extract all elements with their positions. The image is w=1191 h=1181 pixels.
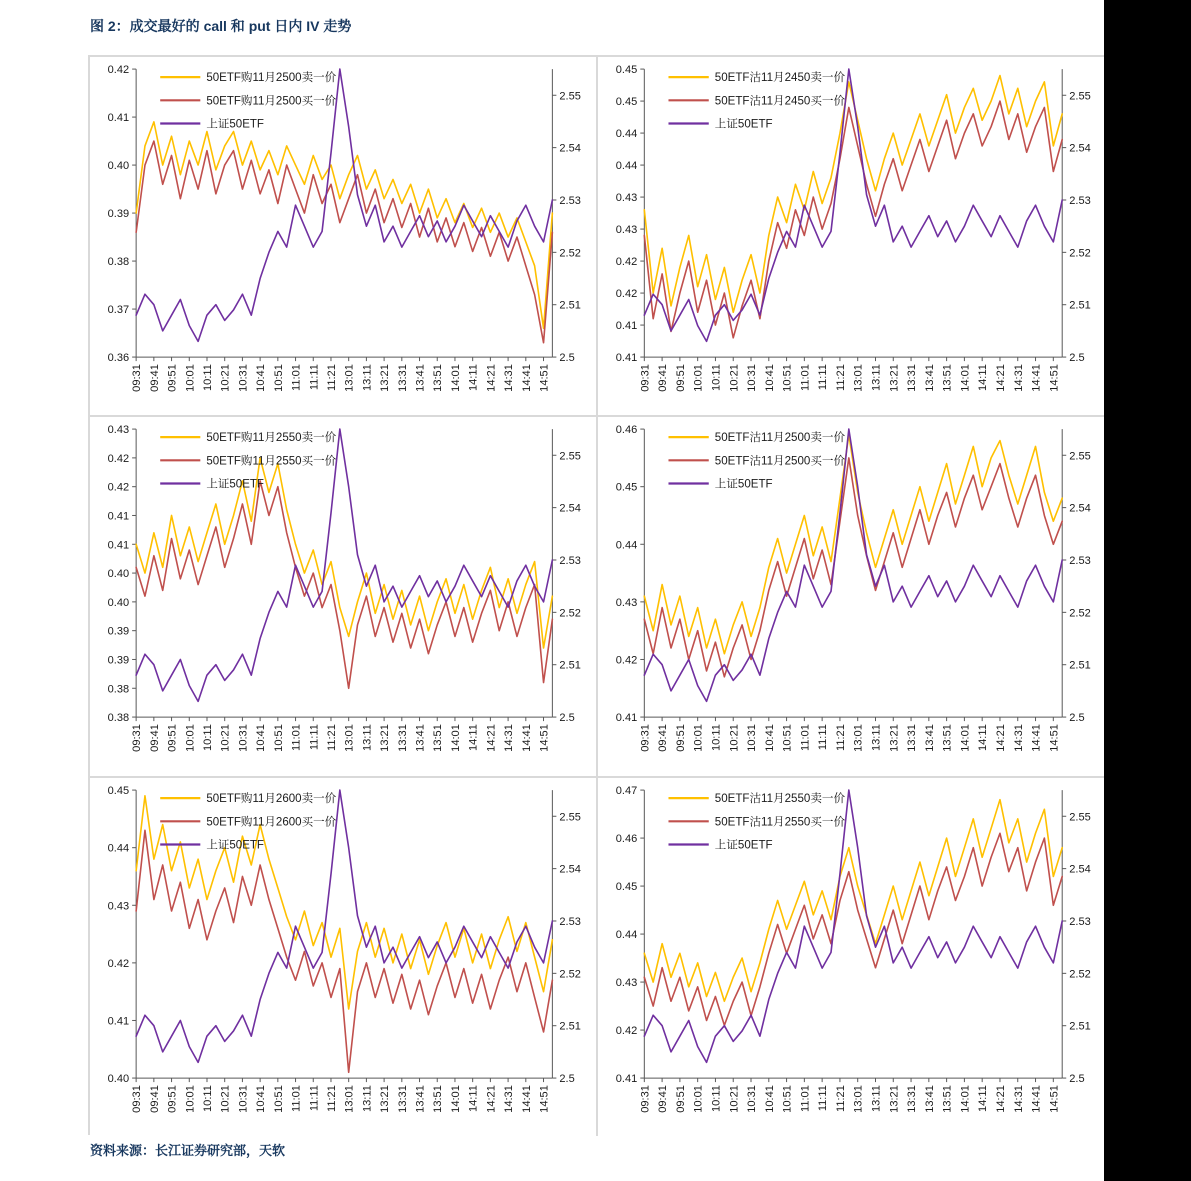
x-axis-label: 14:01 bbox=[958, 1085, 971, 1113]
chart-middle-right bbox=[598, 417, 1106, 775]
x-axis-label: 09:41 bbox=[148, 1085, 161, 1113]
x-axis-label: 09:41 bbox=[148, 724, 161, 753]
y-axis-left-label: 0.42 bbox=[107, 957, 130, 970]
y-axis-right-label: 2.55 bbox=[559, 90, 581, 103]
x-axis-label: 14:51 bbox=[1047, 1085, 1060, 1113]
x-axis-label: 10:41 bbox=[763, 1085, 776, 1113]
chart-middle-left bbox=[90, 417, 596, 775]
x-axis-label: 11:21 bbox=[834, 724, 847, 752]
legend-entry: 上证50ETF bbox=[714, 118, 773, 131]
y-axis-left-label: 0.42 bbox=[107, 453, 130, 466]
x-axis-label: 10:41 bbox=[763, 724, 776, 753]
y-axis-right-label: 2.52 bbox=[559, 968, 581, 981]
chart-cell-middle-left bbox=[90, 417, 598, 777]
series-line-etf bbox=[644, 69, 1062, 341]
x-axis-label: 09:51 bbox=[166, 1085, 179, 1113]
x-axis-label: 11:11 bbox=[816, 724, 829, 751]
y-axis-left-label: 0.42 bbox=[107, 64, 130, 77]
x-axis-label: 14:01 bbox=[449, 364, 462, 392]
series-line-etf bbox=[644, 790, 1062, 1062]
x-axis-label: 14:11 bbox=[976, 724, 989, 752]
x-axis-label: 13:11 bbox=[870, 1085, 883, 1112]
x-axis-label: 13:41 bbox=[923, 364, 936, 392]
x-axis-label: 10:11 bbox=[202, 1085, 214, 1112]
y-axis-left-label: 0.40 bbox=[107, 568, 130, 581]
legend-entry: 上证50ETF bbox=[206, 478, 264, 491]
x-axis-label: 14:11 bbox=[976, 1085, 989, 1112]
y-axis-left-label: 0.46 bbox=[615, 833, 637, 846]
x-axis-label: 13:31 bbox=[905, 724, 918, 753]
y-axis-left-label: 0.44 bbox=[615, 929, 637, 942]
x-axis-label: 11:11 bbox=[308, 1085, 321, 1112]
x-axis-label: 13:31 bbox=[396, 1085, 409, 1113]
x-axis-label: 11:01 bbox=[798, 724, 811, 752]
x-axis-label: 14:51 bbox=[538, 364, 551, 392]
x-axis-label: 14:01 bbox=[449, 1085, 462, 1113]
x-axis-label: 13:21 bbox=[887, 1085, 900, 1113]
y-axis-right-label: 2.53 bbox=[1068, 915, 1091, 928]
y-axis-right-label: 2.51 bbox=[559, 299, 581, 312]
series-line-ask bbox=[136, 122, 552, 328]
y-axis-right-label: 2.54 bbox=[1068, 503, 1091, 516]
x-axis-label: 10:21 bbox=[219, 364, 232, 392]
x-axis-label: 10:31 bbox=[745, 1085, 758, 1113]
x-axis-label: 09:41 bbox=[148, 364, 161, 392]
x-axis-label: 09:31 bbox=[638, 364, 651, 392]
x-axis-label: 09:31 bbox=[638, 1085, 651, 1113]
x-axis-label: 10:21 bbox=[727, 364, 740, 392]
y-axis-left-label: 0.41 bbox=[615, 320, 637, 333]
legend-entry: 50ETF沽11月2500卖一价 bbox=[714, 432, 845, 445]
series-line-bid bbox=[136, 141, 552, 343]
x-axis-label: 10:21 bbox=[219, 724, 232, 753]
y-axis-right-label: 2.55 bbox=[559, 450, 581, 463]
x-axis-label: 14:51 bbox=[1047, 364, 1060, 392]
x-axis-label: 14:51 bbox=[538, 1085, 551, 1113]
legend-entry: 50ETF购11月2500卖一价 bbox=[206, 72, 337, 85]
y-axis-left-label: 0.42 bbox=[615, 256, 637, 269]
x-axis-label: 13:01 bbox=[852, 364, 865, 392]
y-axis-left-label: 0.42 bbox=[615, 1025, 637, 1038]
x-axis-label: 13:21 bbox=[887, 364, 900, 392]
y-axis-right-label: 2.53 bbox=[1068, 195, 1091, 208]
x-axis-label: 14:21 bbox=[994, 724, 1007, 753]
x-axis-label: 10:21 bbox=[727, 1085, 740, 1113]
y-axis-right-label: 2.54 bbox=[1068, 863, 1091, 876]
x-axis-label: 14:01 bbox=[449, 724, 462, 753]
y-axis-left-label: 0.41 bbox=[615, 1073, 637, 1086]
x-axis-label: 09:51 bbox=[674, 364, 687, 392]
y-axis-right-label: 2.53 bbox=[1068, 555, 1091, 568]
x-axis-label: 13:31 bbox=[905, 364, 918, 392]
x-axis-label: 13:21 bbox=[379, 364, 392, 392]
x-axis-label: 13:41 bbox=[923, 1085, 936, 1113]
x-axis-label: 11:01 bbox=[290, 364, 303, 391]
x-axis-label: 14:41 bbox=[1030, 364, 1043, 392]
x-axis-label: 14:11 bbox=[467, 724, 480, 752]
y-axis-right-label: 2.54 bbox=[559, 863, 581, 876]
legend-entry: 50ETF沽11月2550买一价 bbox=[714, 816, 845, 829]
y-axis-left-label: 0.41 bbox=[107, 539, 130, 552]
x-axis-label: 13:11 bbox=[361, 724, 374, 752]
x-axis-label: 13:51 bbox=[941, 364, 954, 392]
legend-entry: 50ETF购11月2600卖一价 bbox=[206, 793, 337, 806]
legend-entry: 上证50ETF bbox=[714, 839, 773, 852]
x-axis-label: 13:31 bbox=[905, 1085, 918, 1113]
y-axis-right-label: 2.5 bbox=[1068, 712, 1085, 725]
x-axis-label: 13:11 bbox=[870, 364, 883, 391]
x-axis-label: 10:21 bbox=[219, 1085, 232, 1113]
x-axis-label: 10:51 bbox=[272, 1085, 285, 1113]
x-axis-label: 13:41 bbox=[414, 1085, 427, 1113]
y-axis-left-label: 0.43 bbox=[615, 224, 637, 237]
y-axis-right-label: 2.51 bbox=[1068, 299, 1091, 312]
x-axis-label: 10:51 bbox=[781, 364, 794, 392]
x-axis-label: 09:51 bbox=[674, 724, 687, 753]
y-axis-right-label: 2.55 bbox=[1068, 90, 1091, 103]
x-axis-label: 10:51 bbox=[781, 724, 794, 753]
x-axis-label: 10:01 bbox=[692, 724, 705, 753]
x-axis-label: 10:11 bbox=[709, 364, 722, 391]
y-axis-left-label: 0.41 bbox=[107, 112, 130, 125]
y-axis-right-label: 2.55 bbox=[1068, 450, 1091, 463]
x-axis-label: 10:31 bbox=[237, 724, 250, 753]
legend-entry: 50ETF沽11月2450买一价 bbox=[714, 95, 845, 108]
chart-cell-bottom-right bbox=[598, 778, 1106, 1136]
figure-title: 图 2：成交最好的 call 和 put 日内 IV 走势 bbox=[90, 18, 352, 34]
x-axis-label: 10:31 bbox=[745, 724, 758, 753]
x-axis-label: 11:21 bbox=[834, 1085, 847, 1112]
x-axis-label: 13:51 bbox=[432, 724, 445, 753]
x-axis-label: 09:31 bbox=[131, 364, 144, 392]
x-axis-label: 10:01 bbox=[184, 724, 197, 753]
x-axis-label: 14:21 bbox=[485, 364, 498, 392]
x-axis-label: 10:41 bbox=[255, 364, 268, 392]
x-axis-label: 11:21 bbox=[326, 724, 338, 752]
chart-top-right bbox=[598, 57, 1106, 415]
y-axis-left-label: 0.38 bbox=[107, 683, 130, 696]
y-axis-left-label: 0.41 bbox=[107, 510, 130, 523]
x-axis-label: 11:11 bbox=[308, 364, 321, 391]
chart-bottom-left bbox=[90, 778, 596, 1136]
y-axis-right-label: 2.51 bbox=[559, 660, 581, 673]
legend-entry: 50ETF沽11月2500买一价 bbox=[714, 455, 845, 468]
legend-entry: 50ETF购11月2550卖一价 bbox=[206, 432, 337, 445]
x-axis-label: 13:51 bbox=[432, 364, 445, 392]
y-axis-right-label: 2.51 bbox=[1068, 1020, 1091, 1033]
y-axis-left-label: 0.40 bbox=[107, 1073, 130, 1086]
y-axis-left-label: 0.45 bbox=[615, 881, 637, 894]
x-axis-label: 10:01 bbox=[184, 1085, 197, 1113]
y-axis-left-label: 0.43 bbox=[615, 597, 637, 610]
x-axis-label: 10:01 bbox=[692, 1085, 705, 1113]
x-axis-label: 14:21 bbox=[994, 364, 1007, 392]
y-axis-left-label: 0.43 bbox=[107, 900, 130, 913]
y-axis-right-label: 2.5 bbox=[1068, 352, 1085, 365]
y-axis-right-label: 2.54 bbox=[559, 142, 581, 155]
y-axis-left-label: 0.44 bbox=[615, 539, 637, 552]
x-axis-label: 14:41 bbox=[1030, 1085, 1043, 1113]
x-axis-label: 10:51 bbox=[781, 1085, 794, 1113]
y-axis-right-label: 2.52 bbox=[1068, 968, 1091, 981]
x-axis-label: 14:11 bbox=[467, 364, 480, 391]
x-axis-label: 11:11 bbox=[308, 724, 321, 751]
x-axis-label: 13:11 bbox=[361, 1085, 374, 1112]
y-axis-left-label: 0.41 bbox=[107, 1015, 130, 1028]
x-axis-label: 13:41 bbox=[414, 364, 427, 392]
y-axis-right-label: 2.53 bbox=[559, 555, 581, 568]
x-axis-label: 13:11 bbox=[870, 724, 883, 752]
x-axis-label: 13:01 bbox=[343, 364, 356, 392]
x-axis-label: 14:01 bbox=[958, 364, 971, 392]
y-axis-right-label: 2.53 bbox=[559, 915, 581, 928]
x-axis-label: 14:41 bbox=[520, 1085, 533, 1113]
series-line-etf bbox=[136, 69, 552, 341]
chart-cell-top-right bbox=[598, 57, 1106, 417]
legend-entry: 50ETF购11月2500买一价 bbox=[206, 95, 337, 108]
y-axis-right-label: 2.52 bbox=[1068, 247, 1091, 260]
y-axis-right-label: 2.55 bbox=[1068, 811, 1091, 824]
x-axis-label: 10:51 bbox=[272, 364, 285, 392]
x-axis-label: 13:21 bbox=[379, 724, 392, 753]
x-axis-label: 09:31 bbox=[638, 724, 651, 753]
series-line-bid bbox=[136, 830, 552, 1072]
y-axis-left-label: 0.40 bbox=[107, 160, 130, 173]
x-axis-label: 14:21 bbox=[994, 1085, 1007, 1113]
y-axis-left-label: 0.47 bbox=[615, 785, 637, 798]
x-axis-label: 09:51 bbox=[166, 724, 179, 753]
y-axis-left-label: 0.38 bbox=[107, 256, 130, 269]
legend-entry: 50ETF沽11月2450卖一价 bbox=[714, 72, 845, 85]
y-axis-left-label: 0.45 bbox=[615, 64, 637, 77]
x-axis-label: 13:51 bbox=[941, 724, 954, 753]
y-axis-left-label: 0.38 bbox=[107, 712, 130, 725]
y-axis-right-label: 2.52 bbox=[559, 607, 581, 620]
y-axis-left-label: 0.41 bbox=[615, 352, 637, 365]
y-axis-left-label: 0.43 bbox=[615, 977, 637, 990]
x-axis-label: 11:21 bbox=[326, 364, 338, 391]
y-axis-left-label: 0.44 bbox=[107, 842, 130, 855]
x-axis-label: 13:31 bbox=[396, 364, 409, 392]
y-axis-left-label: 0.43 bbox=[107, 424, 130, 437]
y-axis-left-label: 0.41 bbox=[615, 712, 637, 725]
x-axis-label: 09:41 bbox=[656, 364, 669, 392]
x-axis-label: 10:11 bbox=[709, 724, 722, 752]
x-axis-label: 13:51 bbox=[941, 1085, 954, 1113]
legend-entry: 上证50ETF bbox=[714, 478, 773, 491]
x-axis-label: 13:21 bbox=[887, 724, 900, 753]
x-axis-label: 14:01 bbox=[958, 724, 971, 753]
x-axis-label: 14:41 bbox=[520, 364, 533, 392]
x-axis-label: 11:01 bbox=[290, 1085, 303, 1112]
y-axis-right-label: 2.54 bbox=[1068, 142, 1091, 155]
x-axis-label: 10:31 bbox=[237, 1085, 250, 1113]
x-axis-label: 10:51 bbox=[272, 724, 285, 753]
legend-entry: 50ETF沽11月2550卖一价 bbox=[714, 793, 845, 806]
x-axis-label: 09:31 bbox=[131, 1085, 144, 1113]
x-axis-label: 14:51 bbox=[538, 724, 551, 753]
y-axis-left-label: 0.42 bbox=[107, 482, 130, 495]
x-axis-label: 10:01 bbox=[184, 364, 197, 392]
chart-cell-middle-right bbox=[598, 417, 1106, 777]
x-axis-label: 11:21 bbox=[326, 1085, 338, 1112]
x-axis-label: 13:01 bbox=[343, 1085, 356, 1113]
chart-top-left bbox=[90, 57, 596, 415]
y-axis-right-label: 2.51 bbox=[1068, 660, 1091, 673]
y-axis-left-label: 0.39 bbox=[107, 208, 130, 221]
y-axis-left-label: 0.40 bbox=[107, 597, 130, 610]
x-axis-label: 14:31 bbox=[1012, 1085, 1025, 1113]
x-axis-label: 14:31 bbox=[503, 724, 516, 753]
x-axis-label: 13:41 bbox=[923, 724, 936, 753]
screen-right-black-band bbox=[1104, 0, 1191, 1181]
x-axis-label: 11:11 bbox=[816, 364, 829, 391]
y-axis-left-label: 0.37 bbox=[107, 304, 130, 317]
x-axis-label: 11:11 bbox=[816, 1085, 829, 1112]
series-line-ask bbox=[644, 76, 1062, 313]
y-axis-right-label: 2.5 bbox=[559, 352, 575, 365]
x-axis-label: 09:51 bbox=[166, 364, 179, 392]
x-axis-label: 14:21 bbox=[485, 724, 498, 753]
x-axis-label: 13:11 bbox=[361, 364, 374, 391]
y-axis-left-label: 0.46 bbox=[615, 424, 637, 437]
series-line-ask bbox=[644, 435, 1062, 654]
x-axis-label: 10:01 bbox=[692, 364, 705, 392]
y-axis-right-label: 2.55 bbox=[559, 811, 581, 824]
x-axis-label: 14:51 bbox=[1047, 724, 1060, 753]
x-axis-label: 14:41 bbox=[1030, 724, 1043, 753]
y-axis-left-label: 0.45 bbox=[615, 482, 637, 495]
y-axis-right-label: 2.5 bbox=[1068, 1073, 1085, 1086]
charts-grid bbox=[88, 55, 1107, 1135]
legend-entry: 50ETF购11月2600买一价 bbox=[206, 816, 337, 829]
x-axis-label: 14:31 bbox=[1012, 724, 1025, 753]
y-axis-left-label: 0.45 bbox=[107, 785, 130, 798]
x-axis-label: 13:01 bbox=[343, 724, 356, 753]
chart-cell-top-left bbox=[90, 57, 598, 417]
x-axis-label: 14:31 bbox=[1012, 364, 1025, 392]
x-axis-label: 10:41 bbox=[255, 724, 268, 753]
x-axis-label: 10:11 bbox=[202, 724, 214, 752]
series-line-etf bbox=[644, 430, 1062, 702]
y-axis-right-label: 2.53 bbox=[559, 194, 581, 208]
x-axis-label: 14:11 bbox=[976, 364, 989, 391]
x-axis-label: 09:51 bbox=[674, 1085, 687, 1113]
x-axis-label: 10:41 bbox=[763, 364, 776, 392]
x-axis-label: 14:31 bbox=[503, 1085, 516, 1113]
y-axis-left-label: 0.42 bbox=[615, 288, 637, 301]
y-axis-left-label: 0.43 bbox=[615, 192, 637, 205]
x-axis-label: 14:31 bbox=[503, 364, 516, 392]
y-axis-right-label: 2.54 bbox=[559, 503, 581, 516]
legend-entry: 上证50ETF bbox=[206, 839, 264, 852]
y-axis-left-label: 0.39 bbox=[107, 654, 130, 667]
y-axis-left-label: 0.36 bbox=[107, 352, 130, 365]
x-axis-label: 14:11 bbox=[467, 1085, 480, 1112]
y-axis-left-label: 0.44 bbox=[615, 160, 637, 173]
chart-bottom-right bbox=[598, 778, 1106, 1136]
x-axis-label: 10:11 bbox=[202, 364, 214, 391]
x-axis-label: 09:41 bbox=[656, 724, 669, 753]
x-axis-label: 11:01 bbox=[798, 364, 811, 391]
x-axis-label: 10:31 bbox=[237, 364, 250, 392]
x-axis-label: 13:01 bbox=[852, 724, 865, 753]
y-axis-left-label: 0.44 bbox=[615, 128, 637, 141]
y-axis-left-label: 0.42 bbox=[615, 654, 637, 667]
y-axis-right-label: 2.52 bbox=[559, 247, 581, 260]
y-axis-right-label: 2.52 bbox=[1068, 607, 1091, 620]
y-axis-left-label: 0.39 bbox=[107, 626, 130, 639]
y-axis-right-label: 2.51 bbox=[559, 1020, 581, 1033]
series-line-bid bbox=[136, 481, 552, 688]
x-axis-label: 11:01 bbox=[798, 1085, 811, 1112]
x-axis-label: 10:21 bbox=[727, 724, 740, 753]
legend-entry: 上证50ETF bbox=[206, 118, 264, 131]
series-line-ask bbox=[644, 800, 1062, 1002]
series-line-bid bbox=[644, 101, 1062, 338]
y-axis-right-label: 2.5 bbox=[559, 712, 575, 725]
x-axis-label: 13:21 bbox=[379, 1085, 392, 1113]
y-axis-left-label: 0.45 bbox=[615, 96, 637, 109]
source-note: 资料来源：长江证券研究部，天软 bbox=[90, 1143, 286, 1158]
x-axis-label: 13:31 bbox=[396, 724, 409, 753]
x-axis-label: 11:21 bbox=[834, 364, 847, 391]
x-axis-label: 14:41 bbox=[520, 724, 533, 753]
x-axis-label: 14:21 bbox=[485, 1085, 498, 1113]
series-line-ask bbox=[136, 458, 552, 648]
legend-entry: 50ETF购11月2550买一价 bbox=[206, 455, 337, 468]
x-axis-label: 09:31 bbox=[131, 724, 144, 753]
x-axis-label: 10:31 bbox=[745, 364, 758, 392]
x-axis-label: 13:01 bbox=[852, 1085, 865, 1113]
x-axis-label: 09:41 bbox=[656, 1085, 669, 1113]
x-axis-label: 10:41 bbox=[255, 1085, 268, 1113]
x-axis-label: 13:41 bbox=[414, 724, 427, 753]
x-axis-label: 13:51 bbox=[432, 1085, 445, 1113]
x-axis-label: 11:01 bbox=[290, 724, 303, 752]
y-axis-right-label: 2.5 bbox=[559, 1073, 575, 1086]
chart-cell-bottom-left bbox=[90, 778, 598, 1136]
x-axis-label: 10:11 bbox=[709, 1085, 722, 1112]
